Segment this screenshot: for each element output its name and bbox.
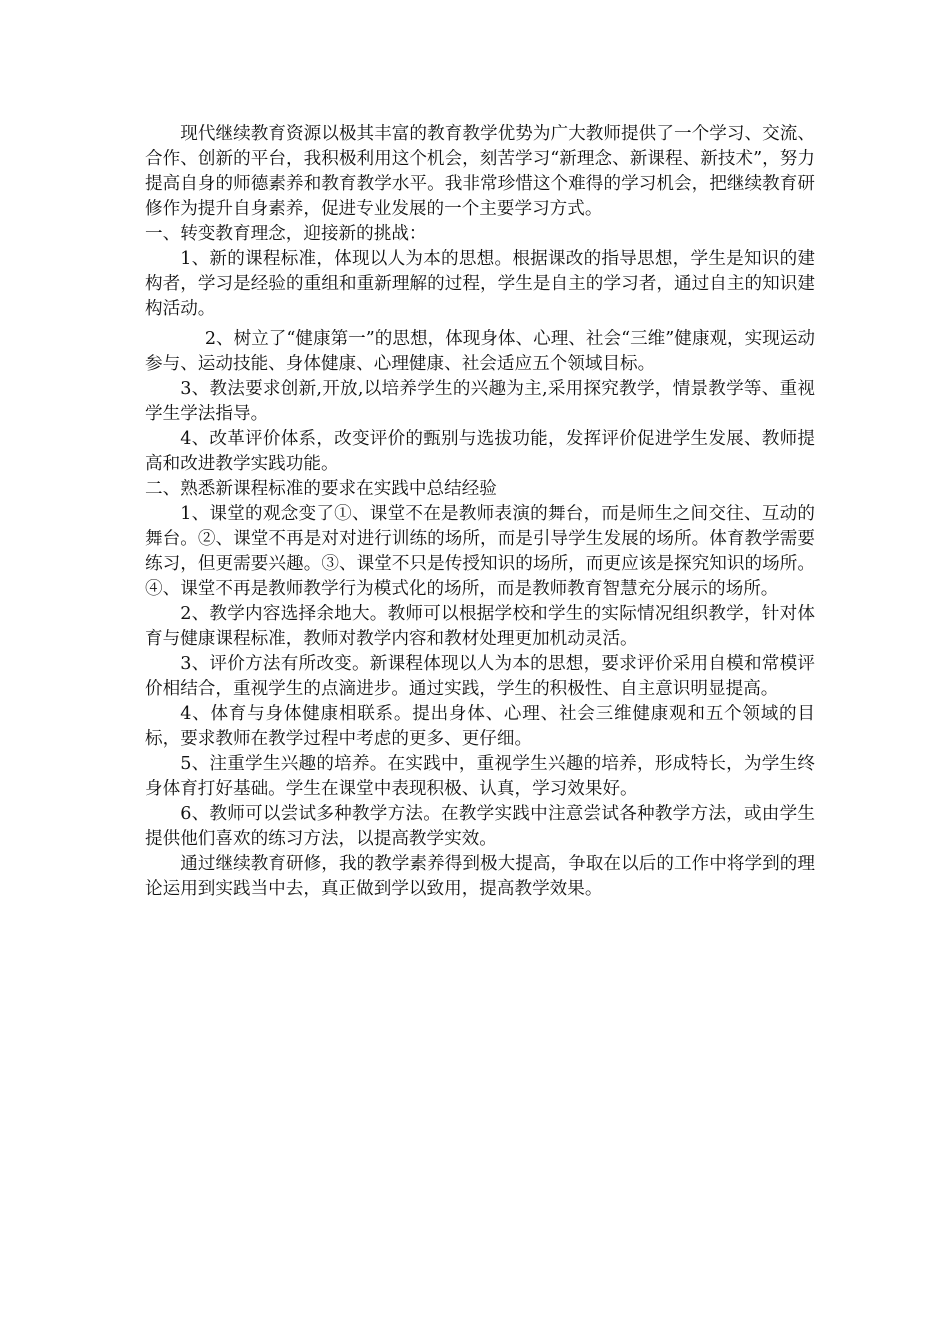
- paragraph-1-3: 3、教法要求创新,开放,以培养学生的兴趣为主,采用探究教学，情景教学等、重视学生学法指导。: [145, 379, 815, 424]
- section-heading-1: 一、转变教育理念，迎接新的挑战：: [145, 224, 427, 244]
- paragraph-2-1: 1、课堂的观念变了①、课堂不在是教师表演的舞台，而是师生之间交往、互动的舞台。②、课堂不再是对对进行训练的场所，而是引导学生发展的场所。体育教学需要练习，但更需要兴趣。③、课堂不只是传授知识的场所，而更应该是探究知识的场所。④、课堂不再是教师教学行为模式化的场所，而是教师教育智慧充分展示的场所。: [145, 504, 815, 599]
- paragraph-2-2: 2、教学内容选择余地大。教师可以根据学校和学生的实际情况组织教学，针对体育与健康课程标准，教师对教学内容和教材处理更加机动灵活。: [145, 604, 815, 649]
- paragraph-1-2: 2、树立了“健康第一”的思想，体现身体、心理、社会“三维”健康观，实现运动参与、运动技能、身体健康、心理健康、社会适应五个领域目标。: [145, 329, 816, 374]
- paragraph-2-4: 4、体育与身体健康相联系。提出身体、心理、社会三维健康观和五个领域的目标，要求教师在教学过程中考虑的更多、更仔细。: [145, 704, 815, 749]
- paragraph-1-1: 1、新的课程标准，体现以人为本的思想。根据课改的指导思想，学生是知识的建构者，学习是经验的重组和重新理解的过程，学生是自主的学习者，通过自主的知识建构活动。: [145, 249, 815, 319]
- intro-paragraph: 现代继续教育资源以极其丰富的教育教学优势为广大教师提供了一个学习、交流、合作、创新的平台，我积极利用这个机会，刻苦学习“新理念、新课程、新技术”，努力提高自身的师德素养和教育教学水平。我非常珍惜这个难得的学习机会，把继续教育研修作为提升自身素养，促进专业发展的一个主要学习方式。: [145, 124, 815, 219]
- document-page: [145, 122, 815, 902]
- section-heading-2: 二、熟悉新课程标准的要求在实践中总结经验: [145, 479, 497, 499]
- conclusion-paragraph: 通过继续教育研修，我的教学素养得到极大提高，争取在以后的工作中将学到的理论运用到实践当中去，真正做到学以致用，提高教学效果。: [145, 854, 815, 899]
- paragraph-1-4: 4、改革评价体系，改变评价的甄别与选拔功能，发挥评价促进学生发展、教师提高和改进教学实践功能。: [145, 429, 815, 474]
- paragraph-2-5: 5、注重学生兴趣的培养。在实践中，重视学生兴趣的培养，形成特长，为学生终身体育打好基础。学生在课堂中表现积极、认真，学习效果好。: [145, 754, 815, 799]
- paragraph-2-6: 6、教师可以尝试多种教学方法。在教学实践中注意尝试各种教学方法，或由学生提供他们喜欢的练习方法，以提高教学实效。: [145, 804, 815, 849]
- paragraph-2-3: 3、评价方法有所改变。新课程体现以人为本的思想，要求评价采用自模和常模评价相结合，重视学生的点滴进步。通过实践，学生的积极性、自主意识明显提高。: [145, 654, 815, 699]
